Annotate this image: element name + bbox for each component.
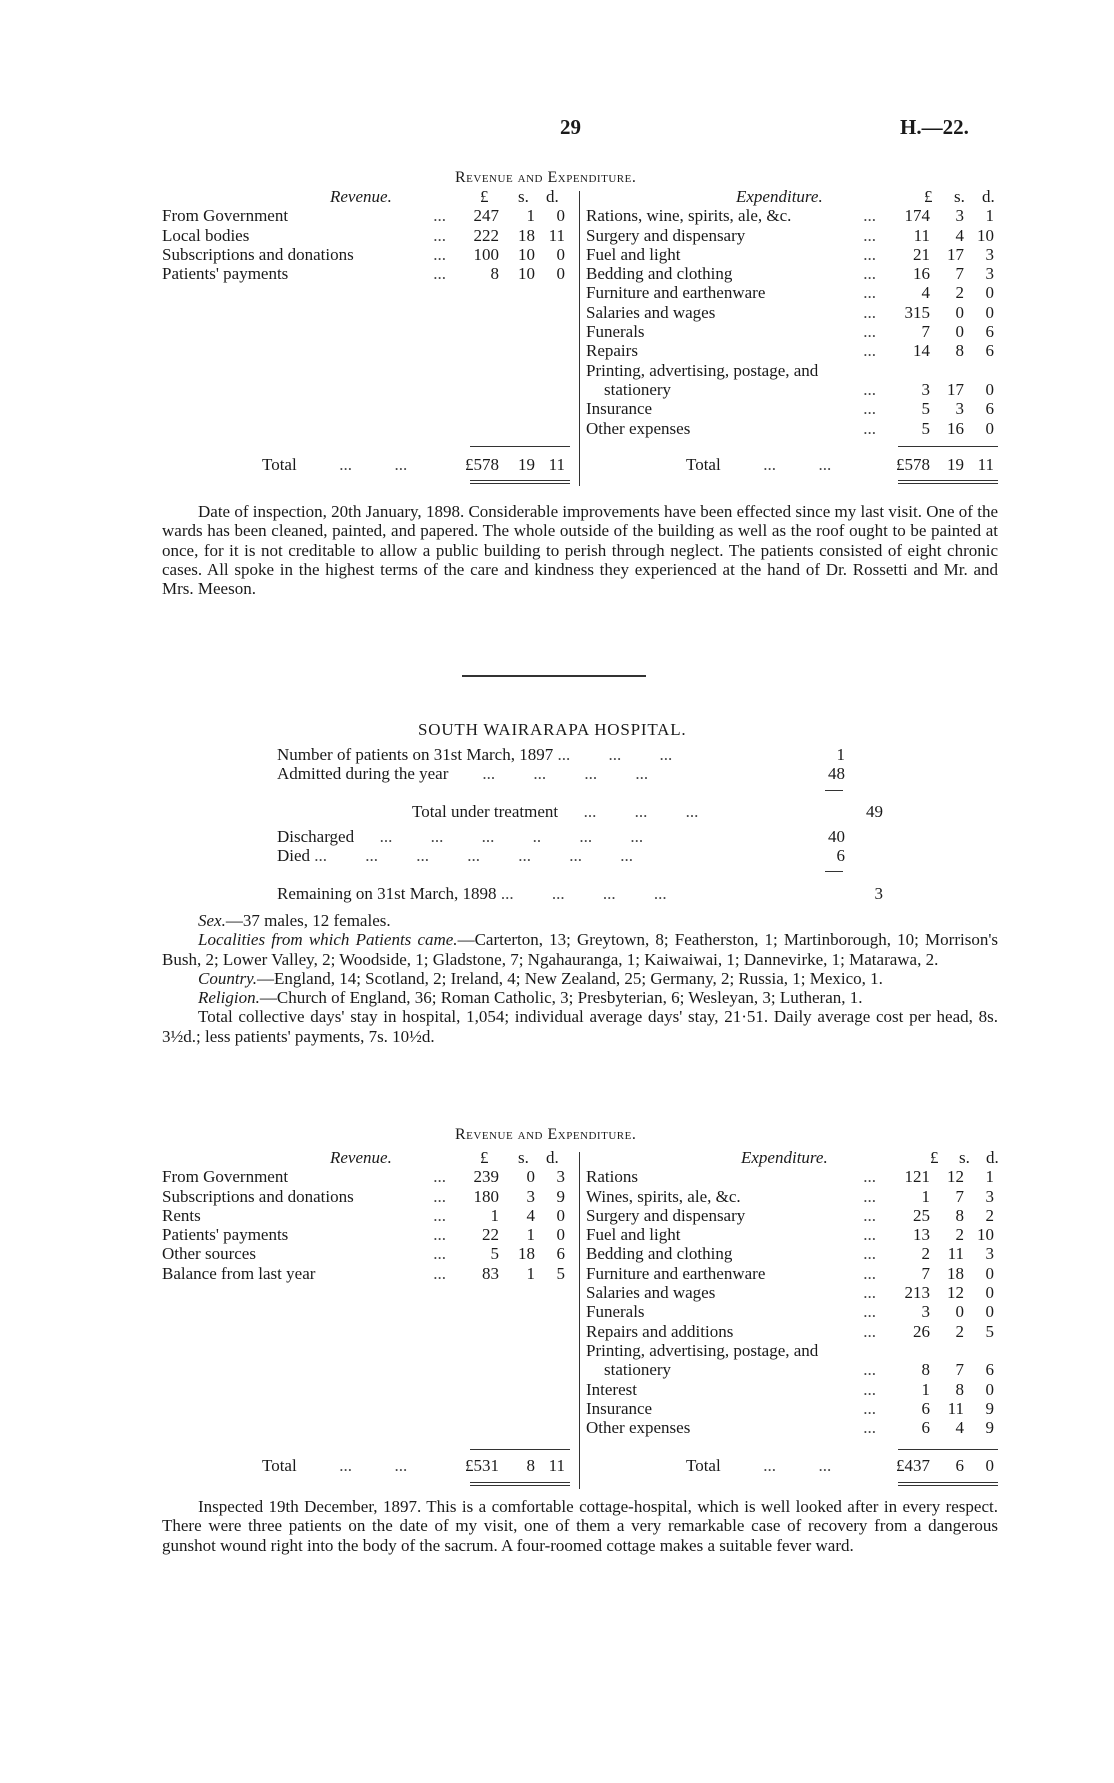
expenditure-row: Salaries and wages ... 315 0 0 <box>586 302 994 322</box>
rev1-total-rule <box>470 446 570 447</box>
expenditure-row: Other expenses ... 5 16 0 <box>586 418 994 438</box>
rev2-double-rule-b <box>470 1485 570 1486</box>
expenditure-pence: 2 <box>985 1205 994 1225</box>
expenditure-shillings: 0 <box>955 302 964 322</box>
expenditure-row: Funerals ... 3 0 0 <box>586 1302 994 1322</box>
shilling-heading: s. <box>959 1148 970 1167</box>
revenue-label: Total <box>262 455 297 474</box>
revenue-pence: 3 <box>556 1167 565 1187</box>
revenue-pence: 0 <box>556 206 565 226</box>
pound-heading: £ <box>930 1148 939 1167</box>
stat-rule-2 <box>825 871 843 872</box>
expenditure-row: Surgery and dispensary ... 25 8 2 <box>586 1205 994 1225</box>
revenue-pounds: 83 <box>482 1263 499 1283</box>
revenue-row: Rents ... 1 4 0 <box>162 1205 565 1225</box>
expenditure-label: Fuel and light <box>586 244 681 264</box>
revenue-label: Patients' payments <box>162 1225 289 1245</box>
expenditure-label: Funerals <box>586 322 645 342</box>
expenditure-pence: 0 <box>985 1302 994 1322</box>
shilling-heading: s. <box>518 187 529 206</box>
expenditure-row: stationery ... 3 17 0 <box>604 379 994 399</box>
document-code: H.—22. <box>900 115 969 139</box>
revenue-row: Patients' payments ... 22 1 0 <box>162 1225 565 1245</box>
expenditure-pounds: 7 <box>921 322 930 342</box>
expenditure-label: Insurance <box>586 399 653 419</box>
expenditure-shillings: 16 <box>947 418 964 438</box>
section1-revenue <box>162 187 574 283</box>
localities-paragraph: Localities from which Patients came.—Carterton, 13; Greytown, 8; Featherston, 1; Martinborough, 10; Morrison's Bush, 2; Lower Valley, 2; Woodside, 1; Gladstone, 7; Ngahauranga, 1; Kaiwaiwai, 1; Dannevirke, 1; Matarawa, 2. <box>162 930 998 969</box>
revenue-total: Total ... ... £578 19 11 <box>262 455 565 474</box>
revenue-row: From Government ... 247 1 0 <box>162 206 565 226</box>
expenditure-row: Wines, spirits, ale, &c. ... 1 7 3 <box>586 1186 994 1206</box>
expenditure-pounds: 21 <box>913 244 930 264</box>
expenditure-pence: 3 <box>985 264 994 284</box>
expenditure-shillings: 2 <box>955 1225 964 1245</box>
exp2-double-rule-b <box>898 1485 998 1486</box>
revenue-label: Total <box>262 1456 297 1475</box>
revenue-row: Patients' payments ... 8 10 0 <box>162 264 565 284</box>
stat-admitted-label: Admitted during the year ... ... ... ... <box>277 764 649 783</box>
revenue-pence: 0 <box>556 244 565 264</box>
expenditure-pence: 0 <box>985 302 994 322</box>
exp1-total-rule <box>898 446 998 447</box>
expenditure-label: Printing, advertising, postage, and <box>586 1340 819 1360</box>
expenditure-row: Salaries and wages ... 213 12 0 <box>586 1283 994 1303</box>
expenditure-label: stationery <box>604 379 672 399</box>
expenditure-heading: Expenditure. <box>741 1148 828 1167</box>
rev2-total-row <box>162 1456 574 1475</box>
expenditure-row: Funerals ... 7 0 6 <box>586 322 994 342</box>
expenditure-shillings: 4 <box>955 1418 964 1438</box>
stat-start-value: 1 <box>836 745 845 764</box>
revenue-pence: 11 <box>548 225 565 245</box>
stat-died-label: Died ... ... ... ... ... ... ... <box>277 846 634 865</box>
expenditure-label: Surgery and dispensary <box>586 225 746 245</box>
expenditure-pence: 9 <box>985 1418 994 1438</box>
expenditure-pounds <box>882 361 930 380</box>
expenditure-shillings: 7 <box>955 1186 964 1206</box>
expenditure-shillings: 12 <box>947 1167 964 1187</box>
expenditure-label: Bedding and clothing <box>586 264 733 284</box>
expenditure-label: Rations, wine, spirits, ale, &c. <box>586 206 792 226</box>
expenditure-shillings: 8 <box>955 1379 964 1399</box>
expenditure-row: Fuel and light ... 21 17 3 <box>586 244 994 264</box>
revenue-pounds: 100 <box>473 244 499 264</box>
expenditure-pounds: 121 <box>904 1167 930 1187</box>
revenue-shillings: 1 <box>526 1263 535 1283</box>
revenue-label: Subscriptions and donations <box>162 244 354 264</box>
expenditure-shillings: 0 <box>955 1302 964 1322</box>
exp2-total-rule <box>898 1449 998 1450</box>
expenditure-pence: 3 <box>985 1186 994 1206</box>
expenditure-pounds: 6 <box>921 1418 930 1438</box>
expenditure-shillings: 7 <box>955 1360 964 1380</box>
expenditure-row: Fuel and light ... 13 2 10 <box>586 1225 994 1245</box>
stat-start-label: Number of patients on 31st March, 1897 ... ... ... <box>277 745 673 764</box>
expenditure-label: Furniture and earthenware <box>586 1263 766 1283</box>
revenue-pounds: £531 <box>465 1456 499 1475</box>
revenue-pence: 6 <box>556 1244 565 1264</box>
expenditure-pounds: £437 <box>896 1456 930 1475</box>
revenue-shillings: 0 <box>526 1167 535 1187</box>
expenditure-label: Salaries and wages <box>586 302 716 322</box>
expenditure-pence: 9 <box>985 1398 994 1418</box>
expenditure-pence: 10 <box>977 225 994 245</box>
expenditure-shillings: 17 <box>947 379 964 399</box>
hospital-details <box>162 911 998 1046</box>
expenditure-pounds: 7 <box>921 1263 930 1283</box>
expenditure-shillings: 17 <box>947 244 964 264</box>
revenue-label: Other sources <box>162 1244 256 1264</box>
expenditure-pence: 0 <box>985 1456 994 1475</box>
rev2-total-rule <box>470 1449 570 1450</box>
stat-discharged-value: 40 <box>828 827 845 846</box>
hospital-title: SOUTH WAIRARAPA HOSPITAL. <box>418 720 687 739</box>
shilling-heading: s. <box>518 1148 529 1167</box>
expenditure-label: Surgery and dispensary <box>586 1205 746 1225</box>
stat-died-value: 6 <box>836 846 845 865</box>
pound-heading: £ <box>480 187 489 206</box>
hospital-stats <box>277 745 883 905</box>
section2-divider <box>579 1152 580 1489</box>
expenditure-shillings: 2 <box>955 283 964 303</box>
expenditure-row: Rations ... 121 12 1 <box>586 1167 994 1187</box>
section2-revenue <box>162 1148 574 1283</box>
revenue-heading-row <box>162 187 574 206</box>
expenditure-label: Total <box>686 1456 721 1475</box>
expenditure-row: stationery ... 8 7 6 <box>604 1360 994 1380</box>
expenditure-row: Other expenses ... 6 4 9 <box>586 1418 994 1438</box>
expenditure-pence: 0 <box>985 283 994 303</box>
expenditure-pence: 6 <box>985 1360 994 1380</box>
revenue-row: Balance from last year ... 83 1 5 <box>162 1263 565 1283</box>
expenditure-label: Funerals <box>586 1302 645 1322</box>
sex-paragraph: Sex.—37 males, 12 females. <box>198 911 391 930</box>
expenditure-pounds: 25 <box>913 1205 930 1225</box>
rev1-double-rule-a <box>470 480 570 481</box>
expenditure-label: Furniture and earthenware <box>586 283 766 303</box>
expenditure-label: Printing, advertising, postage, and <box>586 360 819 380</box>
expenditure-pence: 6 <box>985 399 994 419</box>
revenue-pounds: 239 <box>473 1167 499 1187</box>
expenditure-pounds: 1 <box>921 1186 930 1206</box>
expenditure-label: Other expenses <box>586 1418 691 1438</box>
expenditure-pounds: 14 <box>913 341 930 361</box>
expenditure-pence: 3 <box>985 1244 994 1264</box>
expenditure-label: Bedding and clothing <box>586 1244 733 1264</box>
expenditure-shillings <box>930 361 964 380</box>
expenditure-row: Repairs and additions ... 26 2 5 <box>586 1321 994 1341</box>
expenditure-label: stationery <box>604 1360 672 1380</box>
expenditure-heading: Expenditure. <box>736 187 823 206</box>
expenditure-pounds: 16 <box>913 264 930 284</box>
exp1-double-rule-b <box>898 483 998 484</box>
expenditure-pence: 0 <box>985 1263 994 1283</box>
revenue-pounds: 247 <box>473 206 499 226</box>
expenditure-row: Repairs ... 14 8 6 <box>586 341 994 361</box>
expenditure-shillings: 0 <box>955 322 964 342</box>
revenue-pounds: 1 <box>490 1205 499 1225</box>
revenue-row: Other sources ... 5 18 6 <box>162 1244 565 1264</box>
expenditure-pounds: 26 <box>913 1321 930 1341</box>
expenditure-pounds: 6 <box>921 1398 930 1418</box>
expenditure-row: Surgery and dispensary ... 11 4 10 <box>586 225 994 245</box>
revenue-pence: 0 <box>556 1225 565 1245</box>
expenditure-pounds: 4 <box>921 283 930 303</box>
expenditure-pence <box>964 1341 994 1360</box>
revenue-label: Balance from last year <box>162 1263 316 1283</box>
revenue-label: Rents <box>162 1205 201 1225</box>
expenditure-pounds <box>882 1341 930 1360</box>
exp1-double-rule-a <box>898 480 998 481</box>
pound-heading: £ <box>924 187 933 206</box>
revenue-total: Total ... ... £531 8 11 <box>262 1456 565 1475</box>
expenditure-shillings: 19 <box>947 455 964 474</box>
expenditure-pence <box>964 361 994 380</box>
religion-paragraph: Religion.—Church of England, 36; Roman Catholic, 3; Presbyterian, 6; Wesleyan, 3; Lutheran, 1. <box>198 988 863 1008</box>
expenditure-pence: 1 <box>985 206 994 226</box>
revenue-shillings: 10 <box>518 264 535 284</box>
revenue-shillings: 3 <box>526 1186 535 1206</box>
stay-paragraph: Total collective days' stay in hospital, 1,054; individual average days' stay, 21·51. Daily average cost per head, 8s. 3½d.; less patients' payments, 7s. 10½d. <box>162 1007 998 1046</box>
expenditure-shillings <box>930 1341 964 1360</box>
stat-remaining-value: 3 <box>874 884 883 903</box>
expenditure-pence: 6 <box>985 341 994 361</box>
revenue-label: From Government <box>162 206 289 226</box>
section1-inspection-paragraph <box>162 502 998 598</box>
stat-total-value: 49 <box>866 802 883 821</box>
expenditure-label: Rations <box>586 1167 638 1187</box>
expenditure-total: Total ... ... £578 19 11 <box>686 455 994 474</box>
revenue-label: Patients' payments <box>162 264 289 284</box>
stat-admitted-value: 48 <box>828 764 845 783</box>
pence-heading: d. <box>546 1148 559 1167</box>
revenue-pounds: 22 <box>482 1225 499 1245</box>
expenditure-shillings: 8 <box>955 341 964 361</box>
revenue-shillings: 4 <box>526 1205 535 1225</box>
revenue-row: Local bodies ... 222 18 11 <box>162 225 565 245</box>
revenue-shillings: 18 <box>518 225 535 245</box>
revenue-pence: 5 <box>556 1263 565 1283</box>
revenue-heading-row <box>162 1148 574 1167</box>
expenditure-row: Interest ... 1 8 0 <box>586 1379 994 1399</box>
expenditure-row: Furniture and earthenware ... 7 18 0 <box>586 1263 994 1283</box>
section-separator <box>462 675 646 677</box>
expenditure-shillings: 7 <box>955 264 964 284</box>
inspection-text: Date of inspection, 20th January, 1898. Considerable improvements have been effected since my last visit. One of the wards has been cleaned, painted, and papered. The whole outside of the building as well as the roof ought to be painted at once, for it is not creditable to allow a public building to perish through neglect. The patients consisted of eight chronic cases. All spoke in the highest terms of the care and kindness they experienced at the hand of Dr. Rossetti and Mr. and Mrs. Meeson. <box>162 502 998 599</box>
expenditure-heading-row <box>586 187 998 206</box>
revenue-pounds: 180 <box>473 1186 499 1206</box>
revenue-pence: 0 <box>556 264 565 284</box>
section2-inspection-paragraph <box>162 1497 998 1555</box>
section2-title: Revenue and Expenditure. <box>455 1126 637 1143</box>
revenue-row: From Government ... 239 0 3 <box>162 1167 565 1187</box>
expenditure-pence: 3 <box>985 244 994 264</box>
rev2-double-rule-a <box>470 1482 570 1483</box>
rev1-double-rule-b <box>470 483 570 484</box>
expenditure-row <box>586 1341 994 1360</box>
revenue-heading: Revenue. <box>330 187 392 206</box>
expenditure-pence: 5 <box>985 1321 994 1341</box>
expenditure-pence: 6 <box>985 322 994 342</box>
page-number: 29 <box>560 115 581 139</box>
expenditure-row: Insurance ... 5 3 6 <box>586 399 994 419</box>
expenditure-shillings: 3 <box>955 206 964 226</box>
revenue-shillings: 1 <box>526 206 535 226</box>
expenditure-pounds: 2 <box>921 1244 930 1264</box>
revenue-pence: 9 <box>556 1186 565 1206</box>
expenditure-shillings: 11 <box>947 1244 964 1264</box>
pence-heading: d. <box>982 187 995 206</box>
expenditure-pounds: 1 <box>921 1379 930 1399</box>
expenditure-pounds: 3 <box>921 1302 930 1322</box>
section2-expenditure <box>586 1148 998 1437</box>
expenditure-label: Insurance <box>586 1398 653 1418</box>
revenue-shillings: 19 <box>518 455 535 474</box>
revenue-shillings: 18 <box>518 1244 535 1264</box>
expenditure-total: Total ... ... £437 6 0 <box>686 1456 994 1475</box>
expenditure-pounds: 174 <box>904 206 930 226</box>
revenue-pounds: 222 <box>473 225 499 245</box>
expenditure-row: Bedding and clothing ... 2 11 3 <box>586 1244 994 1264</box>
expenditure-pounds: 11 <box>913 225 930 245</box>
stat-total-label: Total under treatment ... ... ... <box>412 802 699 821</box>
expenditure-pounds: 5 <box>921 418 930 438</box>
expenditure-pence: 0 <box>985 1283 994 1303</box>
expenditure-shillings: 11 <box>947 1398 964 1418</box>
expenditure-label: Other expenses <box>586 418 691 438</box>
expenditure-pounds: 8 <box>921 1360 930 1380</box>
expenditure-shillings: 4 <box>955 225 964 245</box>
stat-remaining-label: Remaining on 31st March, 1898 ... ... ... ... <box>277 884 667 903</box>
revenue-pounds: 5 <box>490 1244 499 1264</box>
expenditure-label: Wines, spirits, ale, &c. <box>586 1186 741 1206</box>
revenue-pence: 11 <box>548 455 565 474</box>
section1-title: Revenue and Expenditure. <box>455 169 637 186</box>
expenditure-shillings: 2 <box>955 1321 964 1341</box>
expenditure-label: Total <box>686 455 721 474</box>
revenue-pounds: £578 <box>465 455 499 474</box>
revenue-shillings: 8 <box>526 1456 535 1475</box>
rev1-total-row <box>162 455 574 474</box>
pence-heading: d. <box>546 187 559 206</box>
revenue-row: Subscriptions and donations ... 100 10 0 <box>162 244 565 264</box>
revenue-heading: Revenue. <box>330 1148 392 1167</box>
expenditure-pounds: 5 <box>921 399 930 419</box>
pound-heading: £ <box>480 1148 489 1167</box>
expenditure-label: Interest <box>586 1379 637 1399</box>
country-paragraph: Country.—England, 14; Scotland, 2; Ireland, 4; New Zealand, 25; Germany, 2; Russia, 1; Mexico, 1. <box>198 968 883 988</box>
expenditure-shillings: 3 <box>955 399 964 419</box>
revenue-shillings: 10 <box>518 244 535 264</box>
expenditure-pence: 11 <box>977 455 994 474</box>
expenditure-heading-row <box>586 1148 998 1167</box>
shilling-heading: s. <box>954 187 965 206</box>
expenditure-shillings: 18 <box>947 1263 964 1283</box>
revenue-pounds: 8 <box>490 264 499 284</box>
expenditure-row: Furniture and earthenware ... 4 2 0 <box>586 283 994 303</box>
expenditure-pounds: 213 <box>904 1283 930 1303</box>
exp2-total-row <box>586 1456 998 1475</box>
expenditure-shillings: 6 <box>955 1456 964 1475</box>
revenue-shillings: 1 <box>526 1225 535 1245</box>
expenditure-row: Bedding and clothing ... 16 7 3 <box>586 264 994 284</box>
expenditure-pence: 0 <box>985 1379 994 1399</box>
expenditure-row <box>586 361 994 380</box>
expenditure-pounds: 13 <box>913 1225 930 1245</box>
expenditure-pounds: £578 <box>896 455 930 474</box>
stat-rule-1 <box>825 790 843 791</box>
revenue-label: Local bodies <box>162 225 250 245</box>
stat-discharged-label: Discharged ... ... ... .. ... ... <box>277 827 644 846</box>
expenditure-row: Insurance ... 6 11 9 <box>586 1398 994 1418</box>
section1-divider <box>579 191 580 486</box>
section1-expenditure <box>586 187 998 438</box>
expenditure-label: Repairs and additions <box>586 1321 734 1341</box>
revenue-label: From Government <box>162 1167 289 1187</box>
exp1-total-row <box>586 455 998 474</box>
expenditure-pence: 0 <box>985 418 994 438</box>
revenue-row: Subscriptions and donations ... 180 3 9 <box>162 1186 565 1206</box>
expenditure-shillings: 12 <box>947 1283 964 1303</box>
expenditure-label: Fuel and light <box>586 1225 681 1245</box>
expenditure-shillings: 8 <box>955 1205 964 1225</box>
expenditure-pence: 1 <box>985 1167 994 1187</box>
revenue-label: Subscriptions and donations <box>162 1186 354 1206</box>
expenditure-pence: 10 <box>977 1225 994 1245</box>
expenditure-pence: 0 <box>985 379 994 399</box>
expenditure-row: Rations, wine, spirits, ale, &c. ... 174 3 1 <box>586 206 994 226</box>
exp2-double-rule-a <box>898 1482 998 1483</box>
expenditure-label: Repairs <box>586 341 638 361</box>
inspection-text: Inspected 19th December, 1897. This is a comfortable cottage-hospital, which is well looked after in every respect. There were three patients on the date of my visit, one of them a very remarkable case of recovery from a dangerous gunshot wound right into the body of the sacrum. A four-roomed cottage makes a suitable fever ward. <box>162 1497 998 1555</box>
pence-heading: d. <box>986 1148 999 1167</box>
expenditure-pounds: 3 <box>921 379 930 399</box>
revenue-pence: 0 <box>556 1205 565 1225</box>
expenditure-pounds: 315 <box>904 302 930 322</box>
revenue-pence: 11 <box>548 1456 565 1475</box>
expenditure-label: Salaries and wages <box>586 1283 716 1303</box>
